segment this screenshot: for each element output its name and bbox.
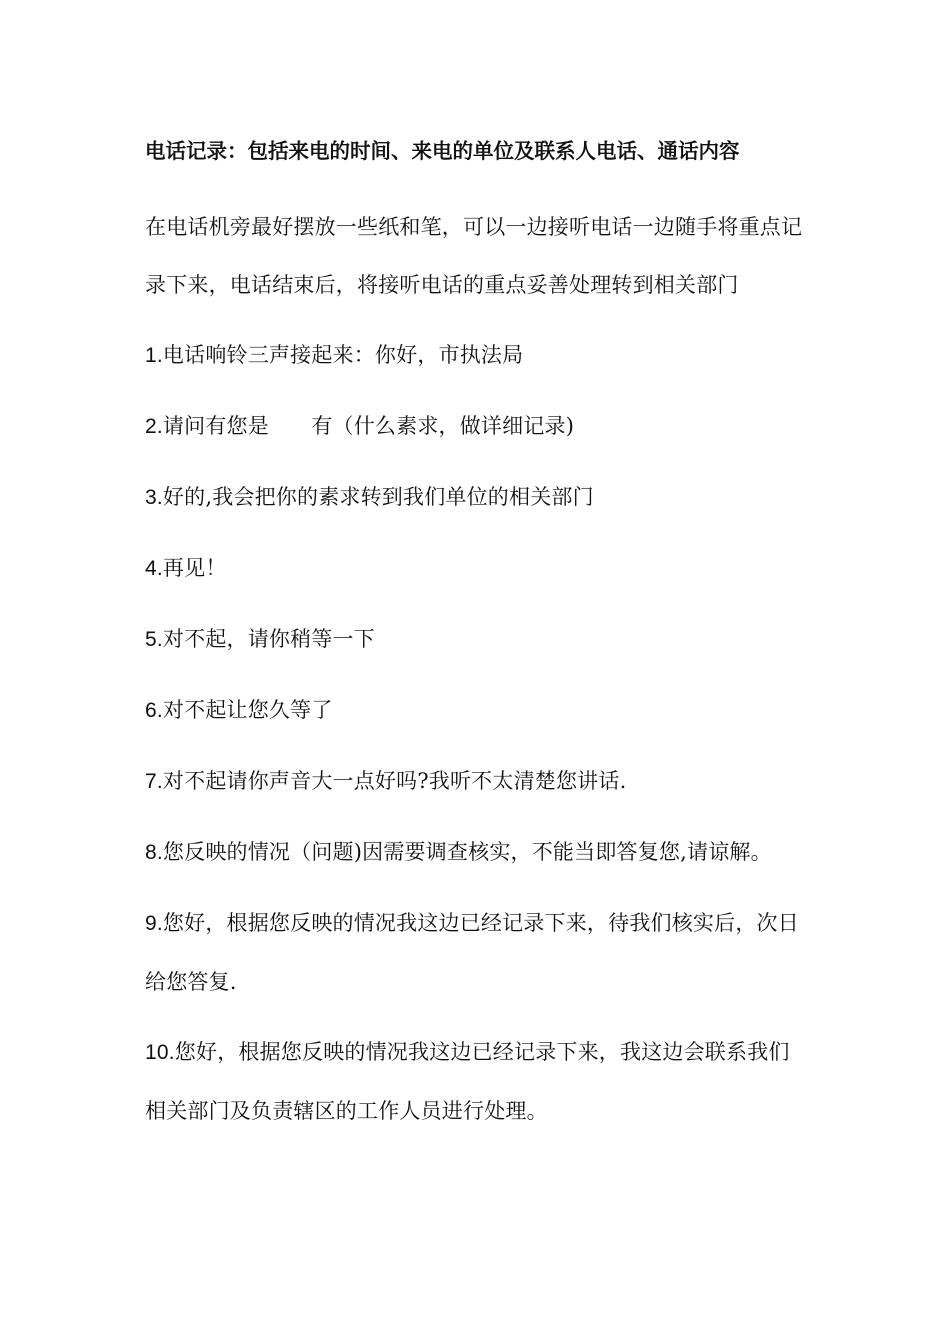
item-number: 1. — [145, 344, 163, 367]
item-number: 10. — [145, 1041, 175, 1064]
item-text: 再见！ — [162, 556, 227, 580]
list-item — [145, 610, 810, 669]
item-number: 6. — [145, 699, 163, 722]
item-text: 对不起，请你稍等一下 — [162, 627, 375, 651]
item-text: 对不起让您久等了 — [162, 698, 333, 722]
item-number: 7. — [145, 770, 163, 793]
item-text: 电话响铃三声接起来：你好，市执法局 — [162, 343, 524, 367]
list-item — [145, 681, 810, 740]
item-number: 2. — [145, 415, 163, 438]
item-number: 8. — [145, 841, 163, 864]
item-text: 请问有您是 有（什么素求，做详细记录) — [162, 414, 575, 438]
document-heading: 电话记录：包括来电的时间、来电的单位及联系人电话、通话内容 — [145, 139, 740, 163]
item-number: 9. — [145, 912, 163, 935]
list-item — [145, 539, 810, 598]
list-item — [145, 894, 810, 1011]
list-item — [145, 752, 810, 811]
item-text: 对不起请你声音大一点好吗?我听不太清楚您讲话. — [162, 769, 627, 793]
list-item — [145, 397, 810, 456]
item-text: 您好，根据您反映的情况我这边已经记录下来，我这边会联系我们相关部门及负责辖区的工作人员进行处理。 — [145, 1040, 790, 1123]
item-number: 3. — [145, 486, 163, 509]
list-item — [145, 326, 810, 385]
item-text: 您反映的情况（问题)因需要调查核实，不能当即答复您,请谅解。 — [162, 840, 772, 864]
item-text: 好的,我会把你的素求转到我们单位的相关部门 — [162, 485, 594, 509]
list-item — [145, 1023, 810, 1140]
list-item — [145, 468, 810, 527]
item-number: 4. — [145, 557, 163, 580]
intro-paragraph: 在电话机旁最好摆放一些纸和笔，可以一边接听电话一边随手将重点记录下来，电话结束后，将接听电话的重点妥善处理转到相关部门 — [145, 215, 803, 297]
list-item — [145, 823, 810, 882]
item-text: 您好，根据您反映的情况我这边已经记录下来，待我们核实后，次日给您答复. — [145, 911, 799, 994]
item-number: 5. — [145, 628, 163, 651]
document-body — [145, 128, 810, 1152]
